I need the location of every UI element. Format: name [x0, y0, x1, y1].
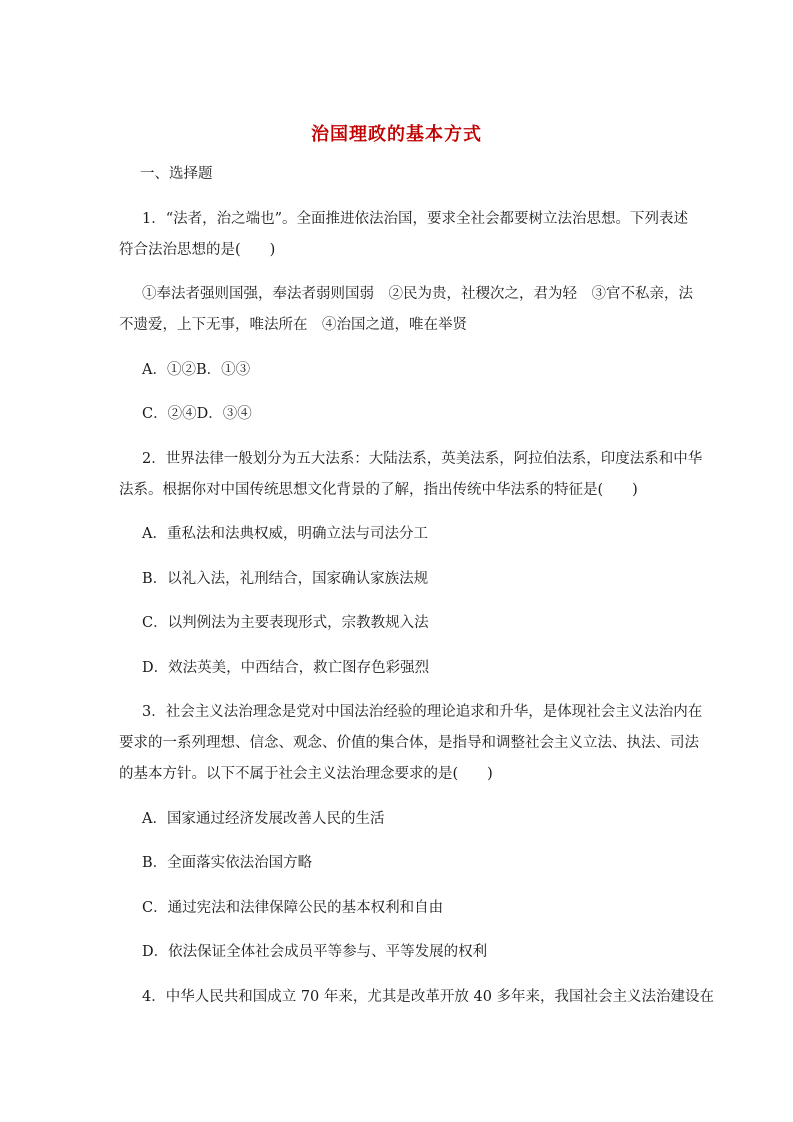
q4-stem-line-1: 4．中华人民共和国成立 70 年来，尤其是改革开放 40 多年来，我国社会主义法治建设在	[142, 989, 715, 1005]
q2-option-c: C．以判例法为主要表现形式，宗教教规入法	[142, 615, 429, 631]
page-title: 治国理政的基本方式	[311, 124, 482, 145]
q1-statement-line-1: ①奉法者强则国强，奉法者弱则国弱 ②民为贵，社稷次之，君为轻 ③官不私亲，法	[142, 286, 693, 302]
q3-option-b: B．全面落实依法治国方略	[142, 855, 313, 871]
q1-options-ab: A．①②B．①③	[142, 362, 251, 378]
q2-option-a: A．重私法和法典权威，明确立法与司法分工	[142, 526, 428, 542]
q2-option-b: B．以礼入法，礼刑结合，国家确认家族法规	[142, 571, 429, 587]
q1-options-cd: C．②④D．③④	[142, 406, 252, 422]
q2-stem-line-2: 法系。根据你对中国传统思想文化背景的了解，指出传统中华法系的特征是( )	[119, 482, 638, 498]
q3-option-a: A．国家通过经济发展改善人民的生活	[142, 811, 385, 827]
q3-stem-line-1: 3．社会主义法治理念是党对中国法治经验的理论追求和升华，是体现社会主义法治内在	[142, 704, 703, 720]
q2-stem-line-1: 2．世界法律一般划分为五大法系：大陆法系，英美法系，阿拉伯法系，印度法系和中华	[142, 451, 703, 467]
q1-statement-line-2: 不遗爱，上下无事，唯法所在 ④治国之道，唯在举贤	[119, 317, 467, 333]
q1-stem-line-1: 1．“法者，治之端也”。全面推进依法治国，要求全社会都要树立法治思想。下列表述	[142, 211, 689, 227]
q3-option-c: C．通过宪法和法律保障公民的基本权利和自由	[142, 900, 444, 916]
section-heading: 一、选择题	[140, 166, 213, 182]
q3-option-d: D．依法保证全体社会成员平等参与、平等发展的权利	[142, 944, 488, 960]
q3-stem-line-2: 要求的一系列理想、信念、观念、价值的集合体，是指导和调整社会主义立法、执法、司法	[119, 735, 699, 751]
q2-option-d: D．效法英美，中西结合，救亡图存色彩强烈	[142, 660, 430, 676]
q1-stem-line-2: 符合法治思想的是( )	[119, 242, 276, 258]
q3-stem-line-3: 的基本方针。以下不属于社会主义法治理念要求的是( )	[119, 766, 493, 782]
